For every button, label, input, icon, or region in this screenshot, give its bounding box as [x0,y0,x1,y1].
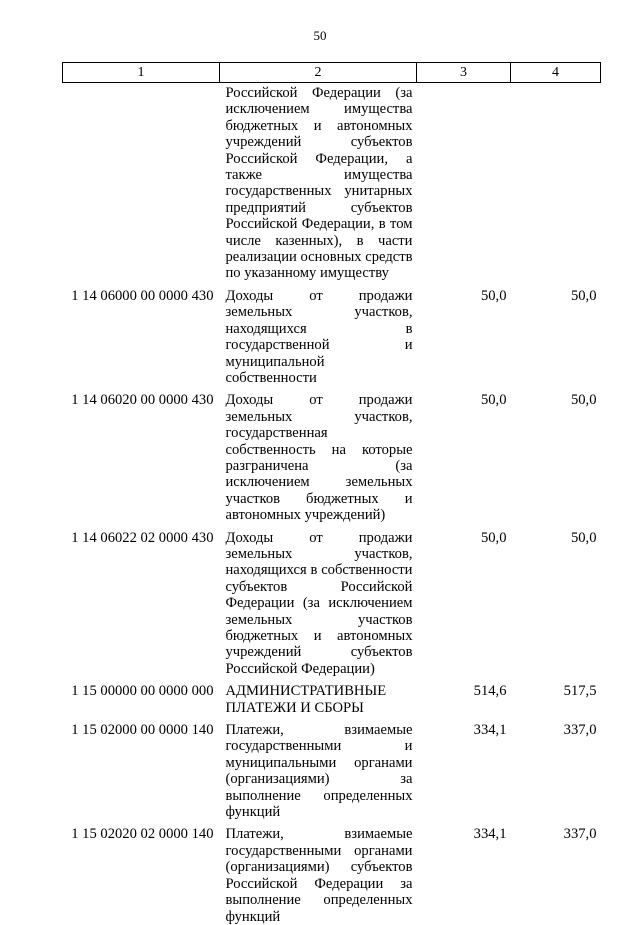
revenue-name: Платежи, взимаемые государственными и муниципальными органами (организациями) за выполнение определенных функций [225,722,413,821]
value-col-3: 334,1 [473,826,507,843]
value-col-3: 50,0 [480,392,507,409]
table-row [63,826,601,924]
header-col-1: 1 [63,63,220,83]
value-col-3: 514,6 [473,683,507,700]
revenue-name: Доходы от продажи земельных участков, государственная собственность на которые разграничена (за исключением земельных участков бюджетных и автономных учреждений) [225,392,413,524]
value-col-4: 517,5 [563,683,597,700]
table-row [63,288,601,392]
value-col-3: 50,0 [480,529,507,546]
revenue-code: 1 15 02000 00 0000 140 [71,722,214,739]
value-col-4 [511,83,601,288]
revenue-code: 1 14 06020 00 0000 430 [71,392,214,409]
header-col-4: 4 [511,63,601,83]
revenue-code: 1 15 00000 00 0000 000 [71,683,214,700]
value-col-4: 50,0 [570,529,597,546]
table-row [63,83,601,288]
revenue-code [63,83,220,288]
revenue-name: Доходы от продажи земельных участков, находящихся в собственности субъектов Российской Федерации (за исключением земельных участков бюджетных и автономных учреждений субъектов Российской Федерации) [225,529,413,677]
budget-revenue-table [62,62,601,925]
revenue-name: Доходы от продажи земельных участков, находящихся в государственной и муниципальной собственности [225,287,413,386]
table-header-row [63,63,601,83]
value-col-4: 50,0 [570,392,597,409]
revenue-code: 1 15 02020 02 0000 140 [71,826,214,843]
revenue-name: Платежи, взимаемые государственными органами (организациями) субъектов Российской Федерации за выполнение определенных функций [225,826,413,925]
table-row [63,530,601,684]
header-col-2: 2 [220,63,417,83]
table-row [63,722,601,826]
revenue-name: Российской Федерации (за исключением имущества бюджетных и автономных учреждений субъектов Российской Федерации, а также имущества государственных унитарных предприятий субъектов Российской Федерации, в том числе казенных), в части реализации основных средств по указанному имуществу [225,85,413,282]
value-col-3: 50,0 [480,287,507,304]
table-row [63,683,601,722]
revenue-code: 1 14 06022 02 0000 430 [71,529,214,546]
value-col-4: 337,0 [563,826,597,843]
page-number: 50 [313,28,327,43]
revenue-code: 1 14 06000 00 0000 430 [71,287,214,304]
value-col-3: 334,1 [473,722,507,739]
revenue-name: АДМИНИСТРАТИВНЫЕ ПЛАТЕЖИ И СБОРЫ [225,683,387,716]
value-col-3 [417,83,511,288]
header-col-3: 3 [417,63,511,83]
value-col-4: 337,0 [563,722,597,739]
value-col-4: 50,0 [570,287,597,304]
table-row [63,392,601,529]
